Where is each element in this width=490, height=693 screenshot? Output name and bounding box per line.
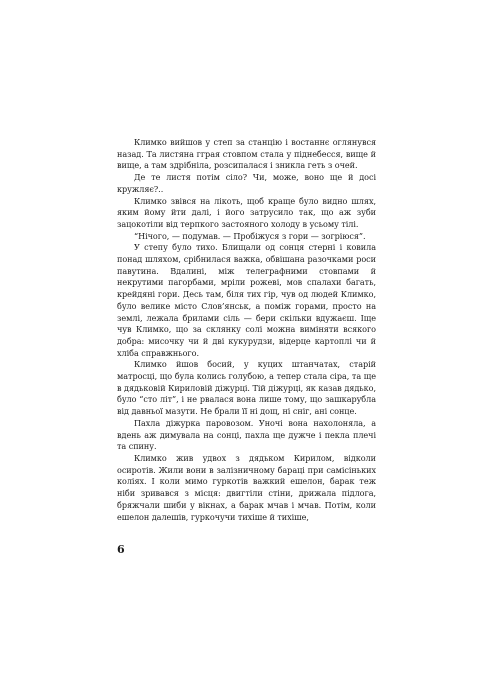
paragraph-4: “Нічого, — подумав. — Пробіжуся з гори — зогріюся”. <box>134 230 366 241</box>
paragraph-5: У степу було тихо. Блищали од сонця стерні і ковила понад шляхом, срібнилася важка, обвішана разочками роси павутина. Вдалині, між телеграфними стовпами й некрутими пагорбами, мріли рожеві, мов спалахи багать, крейдяні гори. Десь там, біля тих гір, чув од людей Климко, було велике місто Слов’янськ, а поміж горами, просто на землі, лежала брилами сіль — бери скільки вдужаєш. Іще чув Климко, що за склянку солі можна виміняти всякого добра: мисочку чи й дві кукурудзи, відерце картоплі чи й хліба справжнього. <box>117 242 376 358</box>
paragraph-2: Де те листя потім сіло? Чи, може, воно ще й досі кружляє?.. <box>117 172 376 194</box>
paragraph-3: Климко звівся на лікоть, щоб краще було видно шлях, яким йому йти далі, і його затрусило так, що аж зуби зацокотіли від терпкого застояного холоду в усьому тілі. <box>117 195 376 229</box>
page-number: 6 <box>117 543 125 556</box>
paragraph-8: Климко жив удвох з дядьком Кирилом, відколи осиротів. Жили вони в залізничному бараці при самісіньких коліях. І коли мимо гуркотів важкий ешелон, барак теж ніби зривався з місця: двигтіли стіни, дрижала підлога, бряжчали шиби у вікнах, а барак мчав і мчав. Потім, коли ешелон далешів, гуркочучи тихіше й тихіше, <box>117 452 376 522</box>
paragraph-7: Пахла діжурка паровозом. Уночі вона нахолоняла, а вдень аж димувала на сонці, пахла ще дужче і пекла плечі та спину. <box>117 417 376 452</box>
paragraph-1: Климко вийшов у степ за станцію і востаннє оглянувся назад. Та листяна гграя стовпом стала у піднебесся, вище й вище, а там здрібніла, розсипалася і зникла геть з очей. <box>117 137 376 171</box>
paragraph-6: Климко йшов босий, у куцих штанчатах, старій матросці, що була колись голубою, а тепер стала сіра, та ще в дядьковій Кириловій діжурці. Тій діжурці, як казав дядько, було “сто літ”, і не рвалася вона лише тому, що зашкарубла від давньої мазути. Не брали її ні дощ, ні сніг, ані сонце. <box>117 359 376 417</box>
text-block <box>117 137 376 523</box>
